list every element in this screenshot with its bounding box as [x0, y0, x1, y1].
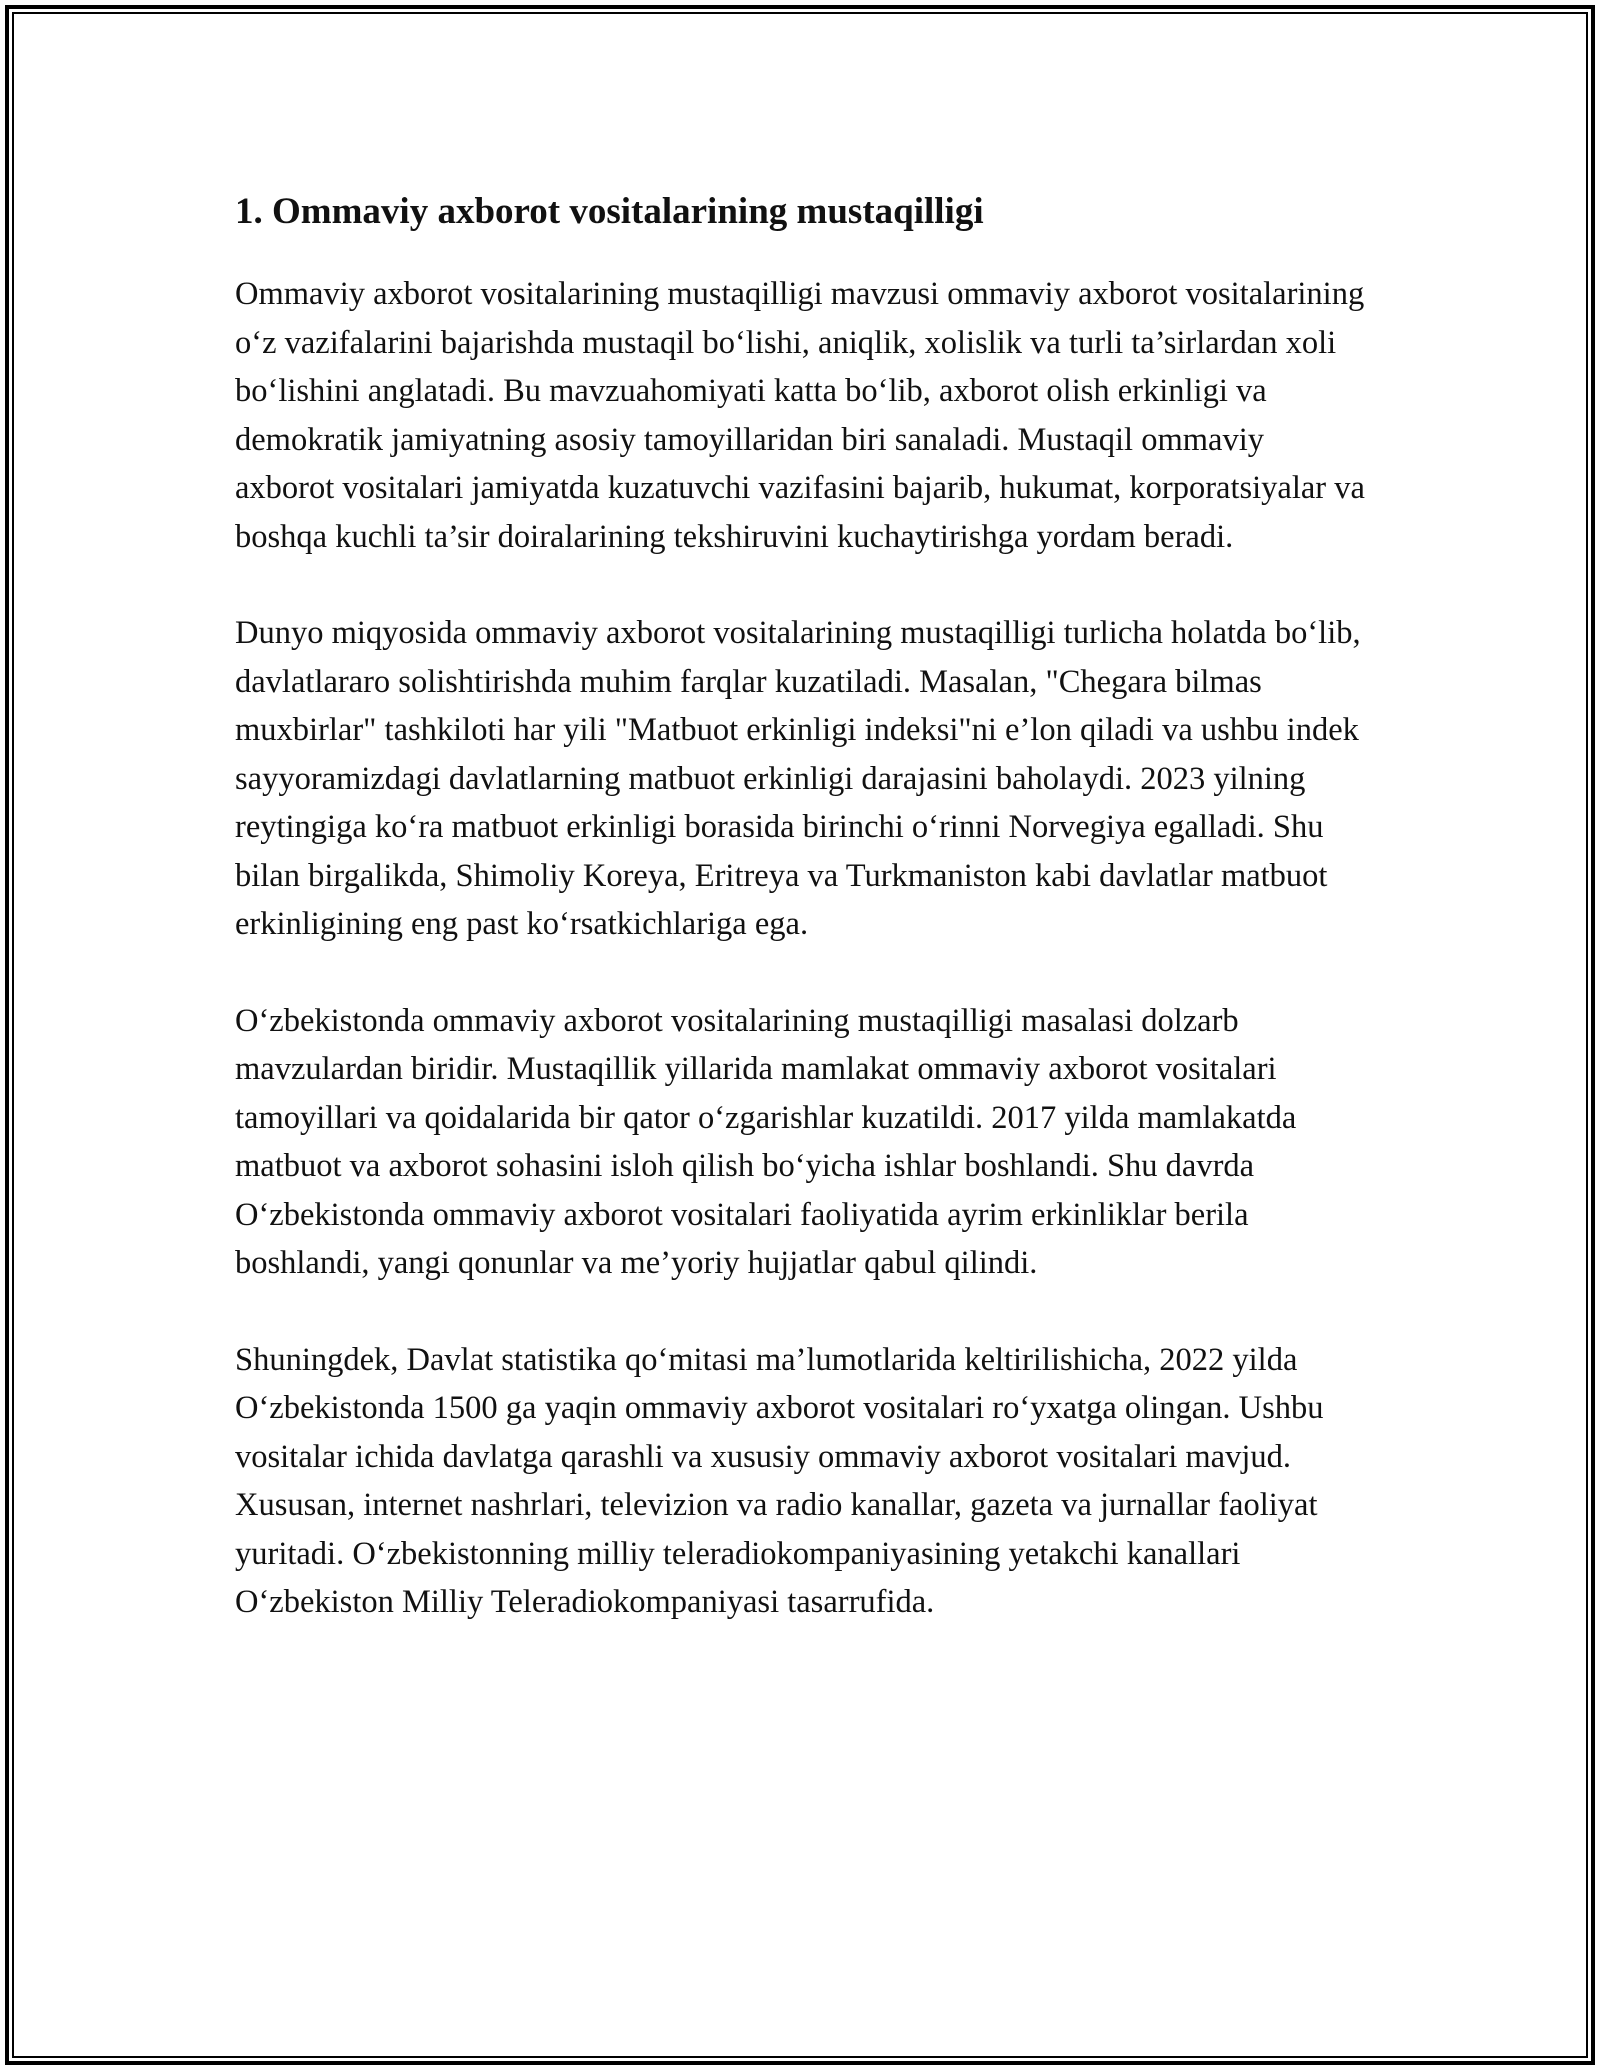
- document-body: [235, 188, 1370, 1675]
- paragraph-media-independence-definition: Ommaviy axborot vositalarining mustaqilligi mavzusi ommaviy axborot vositalarining o‘z vazifalarini bajarishda mustaqil bo‘lishi, aniqlik, xolislik va turli ta’sirlardan xoli bo‘lishini anglatadi. Bu mavzuahomiyati katta bo‘lib, axborot olish erkinligi va demokratik jamiyatning asosiy tamoyillaridan biri sanaladi. Mustaqil ommaviy axborot vositalari jamiyatda kuzatuvchi vazifasini bajarib, hukumat, korporatsiyalar va boshqa kuchli ta’sir doiralarining tekshiruvini kuchaytirishga yordam beradi.: [235, 276, 1365, 555]
- paragraph-uzbekistan-reforms: O‘zbekistonda ommaviy axborot vositalarining mustaqilligi masalasi dolzarb mavzulardan biridir. Mustaqillik yillarida mamlakat ommaviy axborot vositalari tamoyillari va qoidalarida bir qator o‘zgarishlar kuzatildi. 2017 yilda mamlakatda matbuot va axborot sohasini isloh qilish bo‘yicha ishlar boshlandi. Shu davrda O‘zbekistonda ommaviy axborot vositalari faoliyatida ayrim erkinliklar berila boshlandi, yangi qonunlar va me’yoriy hujjatlar qabul qilindi.: [235, 1002, 1297, 1281]
- paragraph-uzbekistan-statistics: Shuningdek, Davlat statistika qo‘mitasi ma’lumotlarida keltirilishicha, 2022 yilda O‘zbekistonda 1500 ga yaqin ommaviy axborot vositalari ro‘yxatga olingan. Ushbu vositalar ichida davlatga qarashli va xususiy ommaviy axborot vositalari mavjud. Xususan, internet nashrlari, televizion va radio kanallar, gazeta va jurnallar faoliyat yuritadi. O‘zbekistonning milliy teleradiokompaniyasining yetakchi kanallari O‘zbekiston Milliy Teleradiokompaniyasi tasarrufida.: [235, 1341, 1324, 1620]
- paragraph-world-press-freedom: Dunyo miqyosida ommaviy axborot vositalarining mustaqilligi turlicha holatda bo‘lib, davlatlararo solishtirishda muhim farqlar kuzatiladi. Masalan, "Chegara bilmas muxbirlar" tashkiloti har yili "Matbuot erkinligi indeksi"ni e’lon qiladi va ushbu indek sayyoramizdagi davlatlarning matbuot erkinligi darajasini baholaydi. 2023 yilning reytingiga ko‘ra matbuot erkinligi borasida birinchi o‘rinni Norvegiya egalladi. Shu bilan birgalikda, Shimoliy Koreya, Eritreya va Turkmaniston kabi davlatlar matbuot erkinligining eng past ko‘rsatkichlariga ega.: [235, 615, 1361, 942]
- section-heading: 1. Ommaviy axborot vositalarining mustaqilligi: [235, 191, 984, 232]
